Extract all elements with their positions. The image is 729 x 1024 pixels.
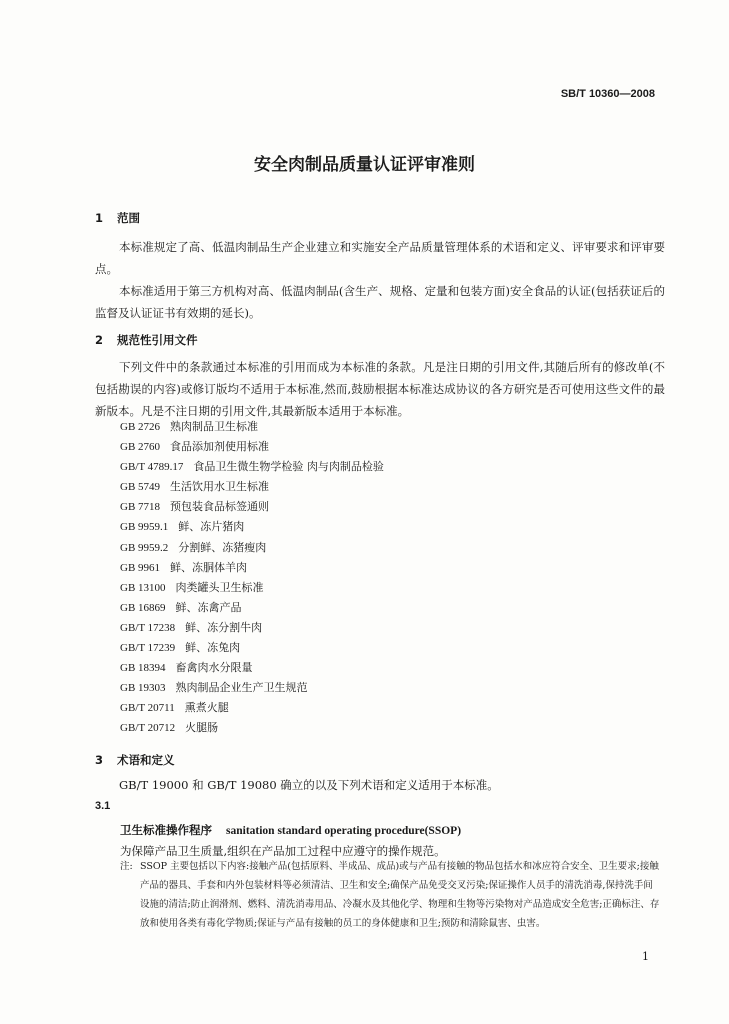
section-1-paragraph-2: 本标准适用于第三方机构对高、低温肉制品(含生产、规格、定量和包装方面)安全食品的认证(包括获证后的监督及认证证书有效期的延长)。: [95, 284, 665, 320]
section-2-heading: [95, 332, 198, 348]
reference-item: [120, 618, 384, 638]
reference-item: [120, 598, 384, 618]
term-heading: [120, 822, 461, 838]
section-number: 3: [95, 753, 104, 767]
reference-code: GB/T 20711: [120, 702, 175, 715]
reference-title: 鲜、冻胴体羊肉: [170, 560, 248, 574]
reference-title: 熟肉制品卫生标准: [170, 420, 259, 433]
reference-item: [120, 538, 384, 558]
section-1-paragraph-1: 本标准规定了高、低温肉制品生产企业建立和实施安全产品质量管理体系的术语和定义、评审要求和评审要点。: [95, 240, 665, 276]
term-note: [120, 857, 660, 933]
reference-title: 分割鲜、冻猪瘦肉: [178, 540, 267, 554]
note-label: 注:: [120, 861, 133, 872]
standard-code: SB/T 10360—2008: [560, 88, 655, 100]
section-3-heading: [95, 752, 175, 768]
section-title: 范围: [117, 211, 140, 225]
reference-item: [120, 698, 384, 718]
reference-item: [120, 437, 384, 457]
reference-item: [120, 558, 384, 578]
reference-title: 生活饮用水卫生标准: [170, 480, 270, 494]
reference-code: GB/T 17239: [120, 642, 176, 655]
reference-code: GB 18394: [120, 662, 166, 675]
reference-title: 畜禽肉水分限量: [175, 661, 253, 675]
reference-item: [120, 517, 384, 537]
reference-code: GB 2760: [120, 441, 161, 454]
reference-item: [120, 718, 384, 738]
reference-title: 鲜、冻兔肉: [185, 641, 241, 655]
reference-title: 熟肉制品企业生产卫生规范: [175, 681, 308, 695]
section-2-paragraph: 下列文件中的条款通过本标准的引用而成为本标准的条款。凡是注日期的引用文件,其随后所有的修改单(不包括勘误的内容)或修订版均不适用于本标准,然而,鼓励根据本标准达成协议的各方研究是否可使用这些文件的最新版本。凡是不注日期的引用文件,其最新版本适用于本标准。: [95, 360, 665, 418]
reference-code: GB/T 17238: [120, 621, 176, 634]
subsection-number: 3.1: [95, 800, 111, 812]
reference-item: [120, 658, 384, 678]
reference-title: 鲜、冻分割牛肉: [185, 620, 263, 634]
reference-code: GB 9959.1: [120, 521, 169, 534]
section-title: 规范性引用文件: [117, 333, 198, 347]
section-3-paragraph: GB/T 19000 和 GB/T 19080 确立的以及下列术语和定义适用于本标准。: [119, 778, 499, 792]
reference-code: GB/T 4789.17: [120, 461, 184, 474]
section-number: 1: [95, 211, 104, 225]
page-number: 1: [642, 950, 649, 963]
section-title: 术语和定义: [117, 753, 175, 767]
reference-code: GB 9959.2: [120, 541, 169, 554]
reference-code: GB 5749: [120, 481, 161, 494]
reference-title: 鲜、冻禽产品: [175, 600, 242, 614]
section-number: 2: [95, 333, 104, 347]
reference-code: GB 16869: [120, 601, 166, 614]
reference-list: [120, 417, 384, 739]
note-text: SSOP 主要包括以下内容:接触产品(包括原料、半成品、成品)或与产品有接触的物品包括水和冰应符合安全、卫生要求;接触产品的器具、手套和内外包装材料等必须清洁、卫生和安全;确保产品免受交叉污染;保证操作人员手的清洗消毒,保持洗手间设施的清洁;防止润滑剂、燃料、清洗消毒用品、冷凝水及其他化学、物理和生物等污染物对产品造成安全危害;正确标注、存放和使用各类有毒化学物质;保证与产品有接触的员工的身体健康和卫生;预防和清除鼠害、虫害。: [140, 861, 660, 929]
reference-code: GB/T 20712: [120, 722, 176, 735]
reference-item: [120, 497, 384, 517]
term-english: sanitation standard operating procedure(SSOP): [226, 825, 462, 837]
section-1-heading: [95, 210, 140, 226]
term-definition: 为保障产品卫生质量,组织在产品加工过程中应遵守的操作规范。: [120, 844, 446, 858]
reference-code: GB 19303: [120, 682, 166, 695]
reference-item: [120, 457, 384, 477]
reference-title: 食品添加剂使用标准: [170, 440, 270, 454]
reference-code: GB 7718: [120, 501, 161, 514]
reference-item: [120, 417, 384, 437]
reference-title: 熏煮火腿: [184, 701, 229, 715]
term-chinese: 卫生标准操作程序: [120, 823, 212, 837]
reference-item: [120, 678, 384, 698]
reference-title: 火腿肠: [185, 721, 219, 735]
reference-title: 鲜、冻片猪肉: [178, 520, 245, 534]
reference-code: GB 2726: [120, 421, 161, 433]
reference-code: GB 9961: [120, 561, 161, 574]
reference-item: [120, 477, 384, 497]
reference-code: GB 13100: [120, 581, 166, 594]
reference-item: [120, 638, 384, 658]
reference-title: 肉类罐头卫生标准: [175, 580, 264, 594]
document-title: 安全肉制品质量认证评审准则: [254, 155, 475, 175]
reference-item: [120, 578, 384, 598]
reference-title: 预包装食品标签通则: [170, 500, 270, 514]
reference-title: 食品卫生微生物学检验 肉与肉制品检验: [193, 460, 384, 474]
